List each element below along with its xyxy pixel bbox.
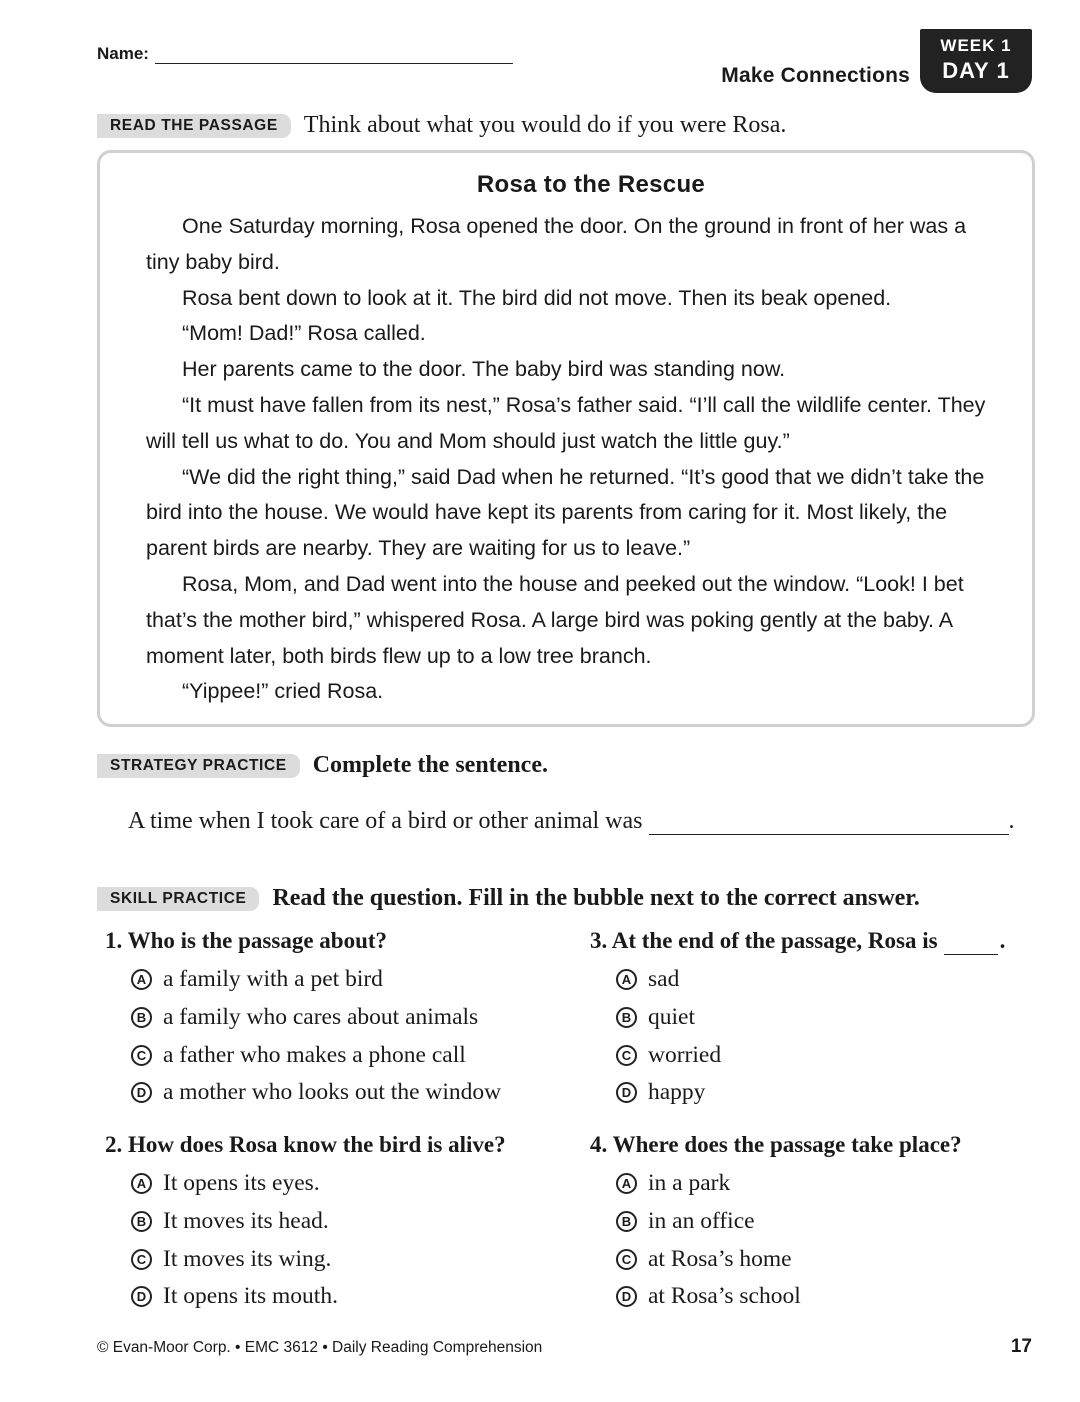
stem-blank (944, 937, 998, 955)
name-field[interactable] (155, 48, 513, 64)
read-passage-row (97, 112, 786, 139)
option-text: It opens its eyes. (163, 1170, 320, 1197)
question-stem: 4. Where does the passage take place? (590, 1132, 962, 1157)
bubble-d[interactable]: D (131, 1286, 152, 1307)
sentence-answer-blank[interactable] (649, 815, 1009, 835)
passage-text (146, 209, 986, 710)
passage-paragraph: “Mom! Dad!” Rosa called. (182, 321, 426, 346)
stem-end-punct: . (999, 928, 1006, 953)
skill-label: SKILL PRACTICE (97, 887, 259, 911)
read-passage-label: READ THE PASSAGE (97, 114, 291, 138)
bubble-a[interactable]: A (131, 1173, 152, 1194)
question-2 (105, 1131, 506, 1316)
bubble-d[interactable]: D (616, 1082, 637, 1103)
option-text: in a park (648, 1170, 731, 1197)
question-stem-row (590, 927, 1005, 955)
question-1 (105, 927, 501, 1112)
answer-option[interactable] (616, 1203, 962, 1241)
bubble-b[interactable]: B (616, 1211, 637, 1232)
answer-option[interactable] (131, 1240, 506, 1278)
option-text: at Rosa’s home (648, 1245, 792, 1272)
bubble-c[interactable]: C (131, 1045, 152, 1066)
header-right (721, 29, 1032, 93)
option-text: in an office (648, 1208, 755, 1235)
question-3 (590, 927, 1005, 1112)
question-4 (590, 1131, 962, 1316)
bubble-c[interactable]: C (616, 1045, 637, 1066)
answer-option[interactable] (131, 1036, 501, 1074)
question-stem: 2. How does Rosa know the bird is alive? (105, 1132, 506, 1157)
week-day-badge (920, 29, 1032, 93)
page-number: 17 (1010, 1336, 1032, 1357)
option-text: sad (648, 966, 680, 993)
option-text: at Rosa’s school (648, 1283, 801, 1310)
name-row (97, 44, 513, 64)
option-text: a father who makes a phone call (163, 1041, 466, 1068)
answer-option[interactable] (131, 961, 501, 999)
passage-paragraph: One Saturday morning, Rosa opened the door. On the ground in front of her was a tiny baby bird. (146, 214, 967, 274)
answer-option[interactable] (131, 999, 501, 1037)
bubble-b[interactable]: B (131, 1007, 152, 1028)
answer-option[interactable] (131, 1165, 506, 1203)
name-label: Name: (97, 44, 149, 63)
answer-option[interactable] (131, 1074, 501, 1112)
day-label: DAY 1 (942, 58, 1010, 83)
option-text: It moves its wing. (163, 1245, 332, 1272)
passage-paragraph: Her parents came to the door. The baby bird was standing now. (182, 357, 786, 382)
option-text: worried (648, 1041, 722, 1068)
option-text: quiet (648, 1004, 695, 1031)
week-label: WEEK 1 (940, 36, 1012, 55)
sentence-prompt: A time when I took care of a bird or other animal was (128, 808, 643, 834)
bubble-b[interactable]: B (616, 1007, 637, 1028)
answer-option[interactable] (616, 1036, 1005, 1074)
answer-option[interactable] (616, 1240, 962, 1278)
strategy-row (97, 752, 548, 779)
bubble-c[interactable]: C (616, 1249, 637, 1270)
section-title: Make Connections (721, 64, 910, 87)
answer-option[interactable] (616, 961, 1005, 999)
footer-copyright: © Evan-Moor Corp. • EMC 3612 • Daily Reading Comprehension (97, 1339, 543, 1356)
option-text: a family with a pet bird (163, 966, 383, 993)
strategy-label: STRATEGY PRACTICE (97, 754, 300, 778)
option-text: It moves its head. (163, 1208, 329, 1235)
skill-row (97, 885, 920, 912)
bubble-d[interactable]: D (131, 1082, 152, 1103)
bubble-a[interactable]: A (616, 1173, 637, 1194)
answer-option[interactable] (616, 1278, 962, 1316)
skill-instruction: Read the question. Fill in the bubble next to the correct answer. (272, 885, 920, 911)
bubble-d[interactable]: D (616, 1286, 637, 1307)
answer-option[interactable] (616, 999, 1005, 1037)
option-text: It opens its mouth. (163, 1283, 338, 1310)
complete-sentence (128, 808, 1015, 835)
passage-paragraph: “Yippee!” cried Rosa. (182, 679, 384, 704)
answer-option[interactable] (616, 1165, 962, 1203)
bubble-c[interactable]: C (131, 1249, 152, 1270)
question-stem: 1. Who is the passage about? (105, 928, 388, 953)
strategy-instruction: Complete the sentence. (312, 752, 548, 778)
passage-paragraph: “We did the right thing,” said Dad when he returned. “It’s good that we didn’t take the bird into the house. We would have kept its parents from caring for it. Most likely, the parent birds are nearby. They are waiting for us to leave.” (146, 464, 985, 561)
sentence-end-punct: . (1008, 808, 1015, 834)
passage-paragraph: “It must have fallen from its nest,” Rosa’s father said. “I’ll call the wildlife center. They will tell us what to do. You and Mom should just watch the little guy.” (146, 392, 986, 453)
passage-paragraph: Rosa bent down to look at it. The bird did not move. Then its beak opened. (182, 285, 892, 310)
passage-title: Rosa to the Rescue (476, 171, 706, 198)
passage-paragraph: Rosa, Mom, and Dad went into the house and peeked out the window. “Look! I bet that’s the mother bird,” whispered Rosa. A large bird was poking gently at the baby. A moment later, both birds flew up to a low tree branch. (146, 571, 964, 668)
answer-option[interactable] (616, 1074, 1005, 1112)
bubble-b[interactable]: B (131, 1211, 152, 1232)
question-stem: 3. At the end of the passage, Rosa is (590, 928, 938, 953)
passage-box (97, 150, 1035, 727)
option-text: a mother who looks out the window (163, 1079, 502, 1106)
answer-option[interactable] (131, 1203, 506, 1241)
answer-option[interactable] (131, 1278, 506, 1316)
option-text: happy (648, 1079, 706, 1106)
read-passage-instruction: Think about what you would do if you were Rosa. (303, 112, 787, 138)
option-text: a family who cares about animals (163, 1004, 479, 1031)
bubble-a[interactable]: A (616, 969, 637, 990)
bubble-a[interactable]: A (131, 969, 152, 990)
